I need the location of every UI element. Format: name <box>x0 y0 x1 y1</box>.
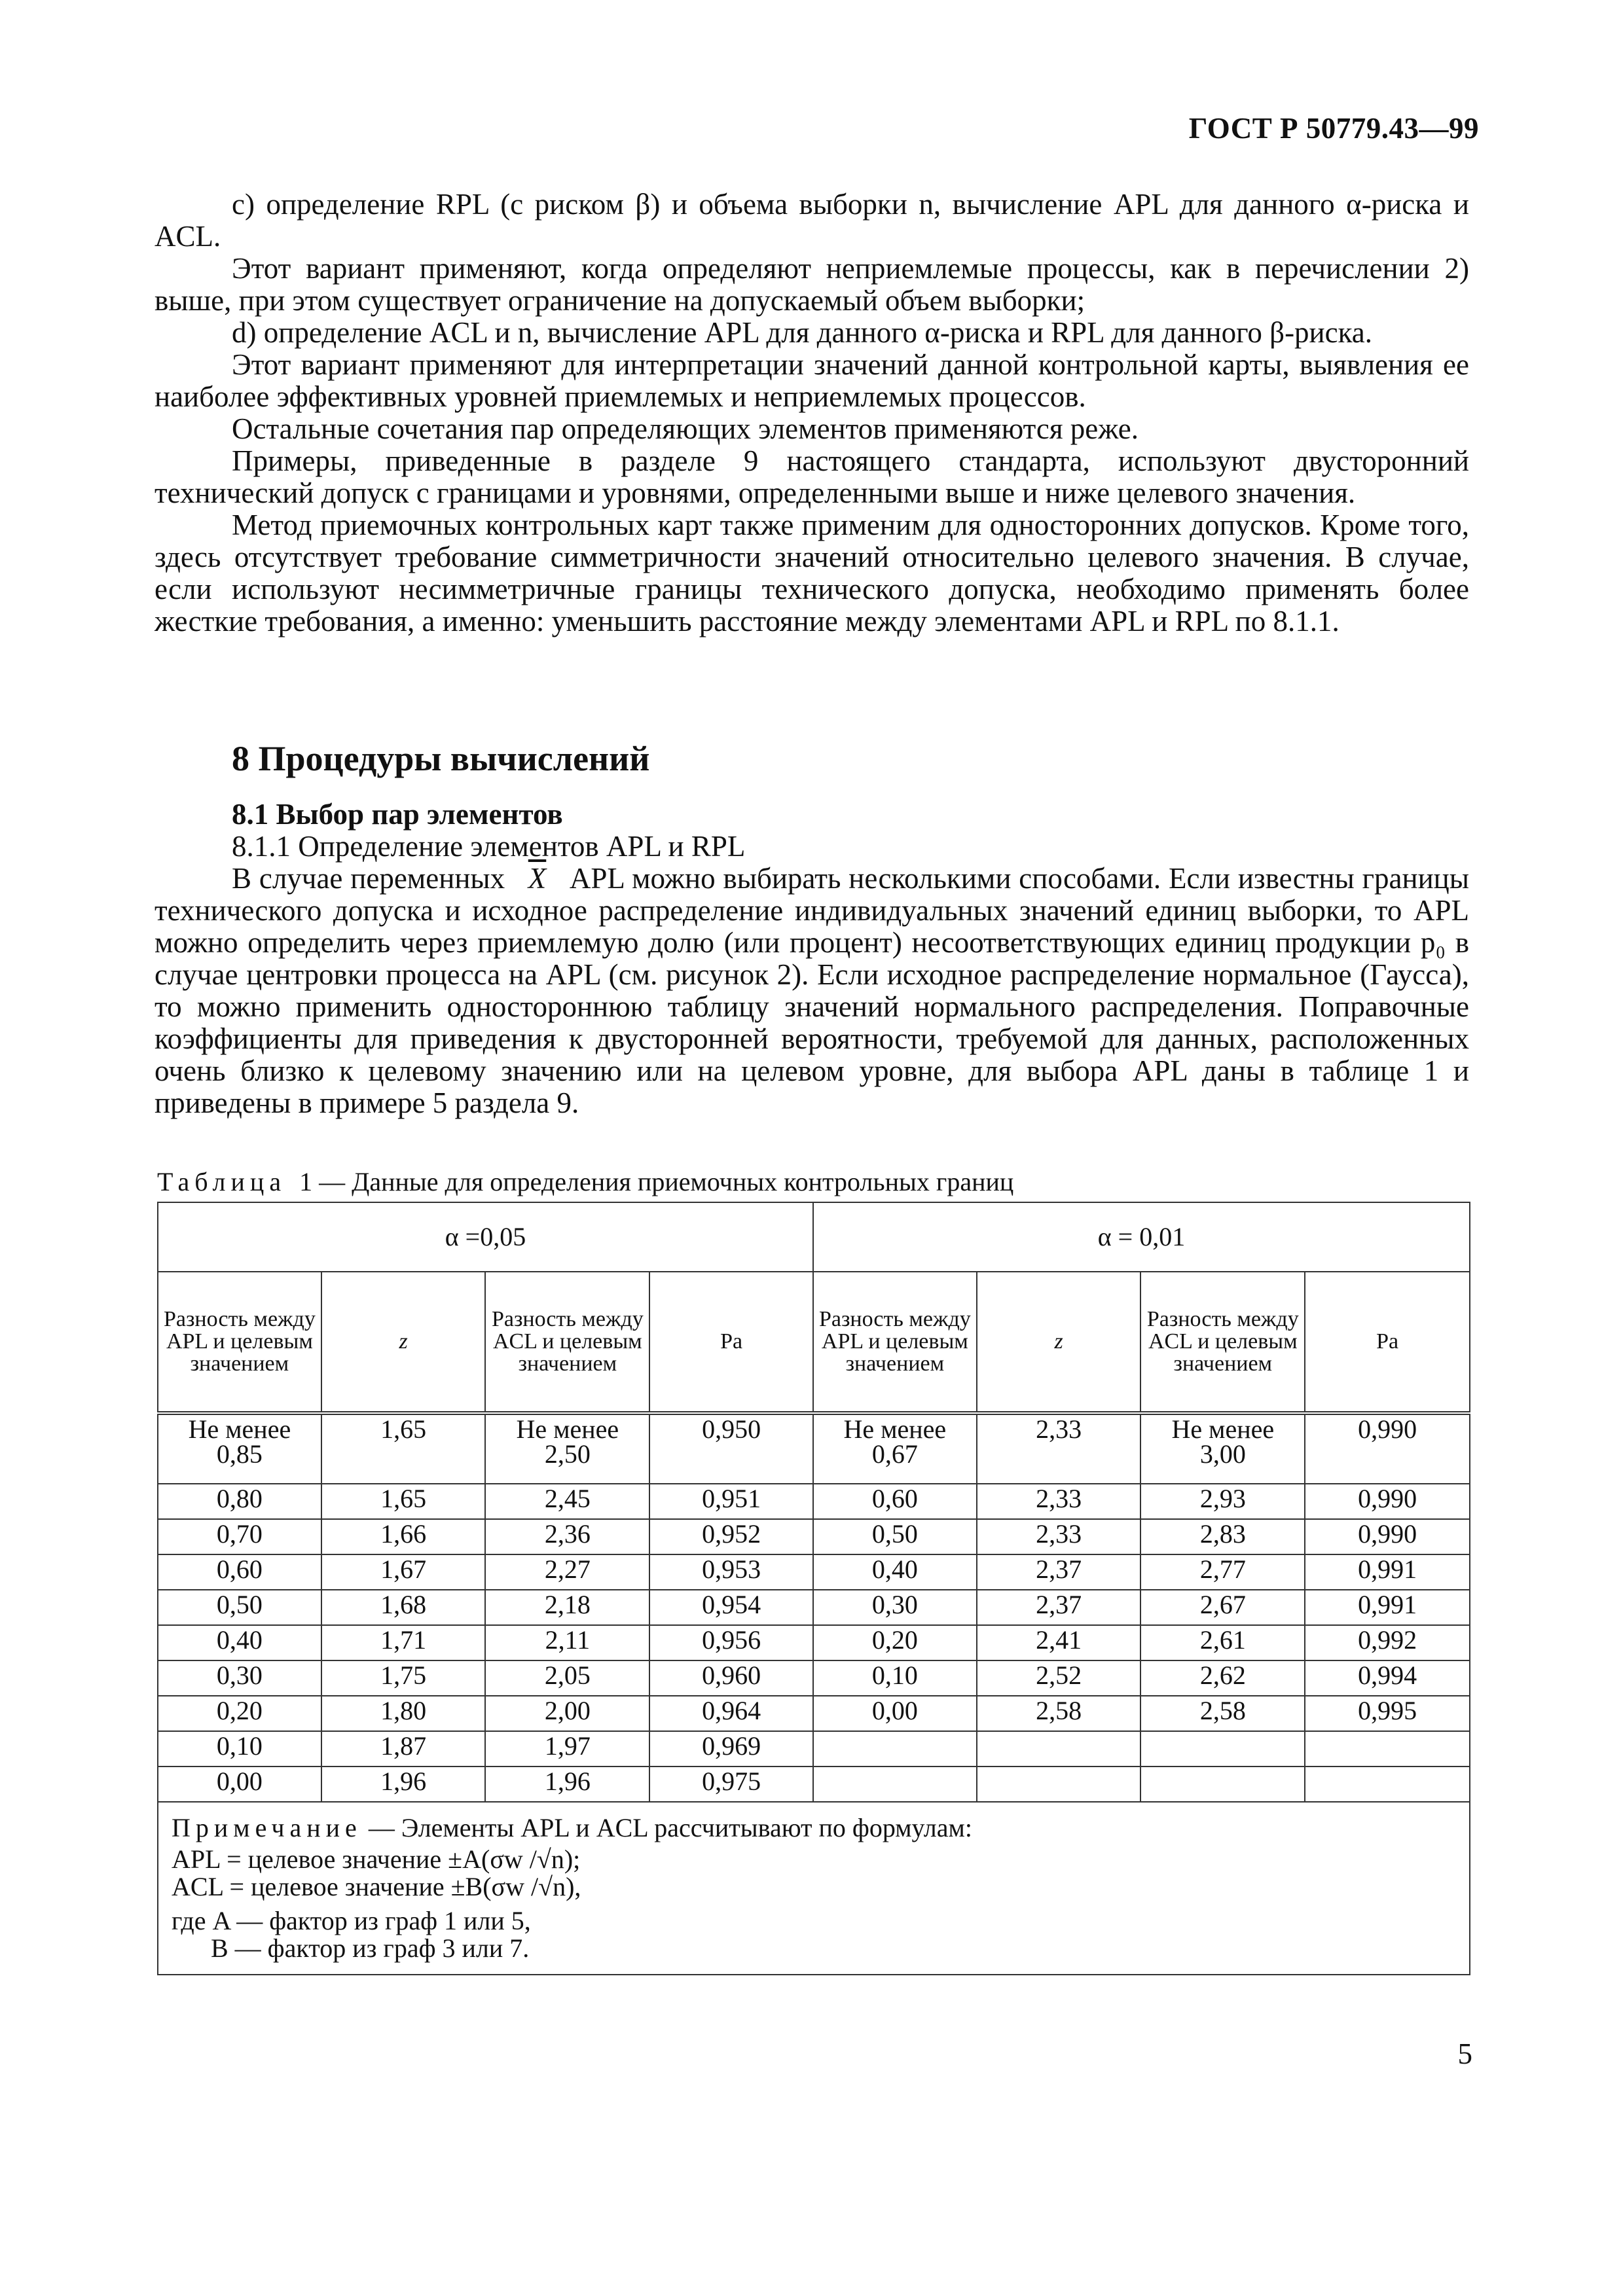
paragraph: Этот вариант применяют, когда определяют неприемлемые процессы, как в перечислении 2) выше, при этом существует ограничение на допускаемый объем выборки; <box>155 252 1469 317</box>
table-row <box>158 1413 1470 1484</box>
table-cell: 2,00 <box>485 1696 649 1731</box>
column-header: Разность между APL и целевым значением <box>813 1272 977 1413</box>
paragraph <box>155 863 1469 1119</box>
table-cell: 1,96 <box>485 1767 649 1802</box>
table-caption-text: 1 — Данные для определения приемочных контрольных границ <box>299 1167 1014 1196</box>
column-header: Pa <box>649 1272 813 1413</box>
table-cell <box>1140 1767 1305 1802</box>
column-header: Pa <box>1305 1272 1470 1413</box>
table-cell: 0,50 <box>813 1519 977 1554</box>
intro-text <box>155 188 1469 637</box>
column-header: Разность между APL и целевым значением <box>158 1272 321 1413</box>
table-cell: 1,68 <box>321 1590 486 1625</box>
table-cell: 2,37 <box>977 1590 1141 1625</box>
note-where-a: где A — фактор из граф 1 или 5, <box>172 1906 531 1935</box>
table-cell <box>1305 1731 1470 1767</box>
table-cell: 1,75 <box>321 1660 486 1696</box>
table-cell <box>1140 1731 1305 1767</box>
table-cell: 2,58 <box>977 1696 1141 1731</box>
section-title: 8 Процедуры вычислений <box>232 739 650 778</box>
table-cell: 2,18 <box>485 1590 649 1625</box>
table-cell: 1,65 <box>321 1484 486 1519</box>
column-header-label: z <box>399 1329 408 1354</box>
table-cell: 2,52 <box>977 1660 1141 1696</box>
table-caption-label: Таблица <box>157 1167 287 1196</box>
paragraph: Метод приемочных контрольных карт также применим для односторонних допусков. Кроме того, здесь отсутствует требование симметричности значений относительно целевого значения. В случае, если используют несимметричные границы технического допуска, необходимо применять более жесткие требования, а именно: уменьшить расстояние между элементами APL и RPL по 8.1.1. <box>155 509 1469 637</box>
table-cell: 2,33 <box>977 1519 1141 1554</box>
table-cell: 0,953 <box>649 1554 813 1590</box>
table-row <box>158 1590 1470 1625</box>
table-cell: 0,40 <box>158 1625 321 1660</box>
page-number: 5 <box>1457 2037 1472 2070</box>
column-header <box>321 1272 486 1413</box>
table-cell: 0,80 <box>158 1484 321 1519</box>
table-cell: 1,66 <box>321 1519 486 1554</box>
table-row <box>158 1660 1470 1696</box>
note-intro-line <box>172 1814 1456 1842</box>
table-cell: 0,990 <box>1305 1413 1470 1484</box>
column-header <box>977 1272 1141 1413</box>
data-table <box>157 1202 1470 1975</box>
table-cell: 1,87 <box>321 1731 486 1767</box>
table-cell: 0,20 <box>158 1696 321 1731</box>
paragraph: Остальные сочетания пар определяющих элементов применяются реже. <box>232 412 1139 445</box>
table-cell: 0,951 <box>649 1484 813 1519</box>
table-row <box>158 1519 1470 1554</box>
table-cell: 0,994 <box>1305 1660 1470 1696</box>
table-cell <box>813 1731 977 1767</box>
table-cell: 2,93 <box>1140 1484 1305 1519</box>
formula-acl: ACL = целевое значение ±B(σw /√n), <box>172 1872 581 1901</box>
table-cell: 1,65 <box>321 1413 486 1484</box>
table-cell <box>977 1767 1141 1802</box>
alpha-left-header: α =0,05 <box>158 1202 813 1272</box>
alpha-right-header: α = 0,01 <box>813 1202 1470 1272</box>
table-cell: 0,00 <box>158 1767 321 1802</box>
table-cell: 2,77 <box>1140 1554 1305 1590</box>
table-cell: 2,11 <box>485 1625 649 1660</box>
table-cell: 1,97 <box>485 1731 649 1767</box>
table-cell: 0,50 <box>158 1590 321 1625</box>
table-cell: 0,960 <box>649 1660 813 1696</box>
table-cell: 0,992 <box>1305 1625 1470 1660</box>
table-cell: 2,83 <box>1140 1519 1305 1554</box>
table-cell: 2,36 <box>485 1519 649 1554</box>
table-cell: 0,10 <box>158 1731 321 1767</box>
table-cell: 0,991 <box>1305 1590 1470 1625</box>
paragraph: Этот вариант применяют для интерпретации значений данной контрольной карты, выявления ее наиболее эффективных уровней приемлемых и неприемлемых процессов. <box>155 348 1469 413</box>
table-cell: 1,96 <box>321 1767 486 1802</box>
table-caption <box>157 1166 1013 1197</box>
table-note <box>158 1802 1470 1975</box>
body-start: В случае переменных <box>232 862 505 895</box>
table-cell: 0,964 <box>649 1696 813 1731</box>
table-cell: 1,71 <box>321 1625 486 1660</box>
table-cell: 0,10 <box>813 1660 977 1696</box>
subsection-title: 8.1 Выбор пар элементов <box>232 798 563 831</box>
table-cell: 0,20 <box>813 1625 977 1660</box>
table-cell <box>977 1731 1141 1767</box>
table-cell: 2,37 <box>977 1554 1141 1590</box>
subsubsection-title: 8.1.1 Определение элементов APL и RPL <box>232 830 746 863</box>
table-cell: 2,05 <box>485 1660 649 1696</box>
table-cell: 2,41 <box>977 1625 1141 1660</box>
table-cell: 2,67 <box>1140 1590 1305 1625</box>
table-row <box>158 1767 1470 1802</box>
table-cell: 0,975 <box>649 1767 813 1802</box>
column-header: Разность между ACL и целевым значением <box>1140 1272 1305 1413</box>
body-rest: APL можно выбирать несколькими способами. Если известны границы технического допуска и исходное распределение индивидуальных значений единиц выборки, то APL можно определить через приемлемую долю (или процент) несоответствующих единиц продукции p₀ в случае центровки процесса на APL (см. рисунок 2). Если исходное распределение нормальное (Гаусса), то можно применить одностороннюю таблицу значений нормального распределения. Поправочные коэффициенты для приведения к двусторонней вероятности, требуемой для данных, расположенных очень близко к целевому значению или на целевом уровне, для выбора APL даны в таблице 1 и приведены в примере 5 раздела 9. <box>155 862 1470 1119</box>
table-cell: 0,952 <box>649 1519 813 1554</box>
table-cell: Не менее 0,67 <box>813 1413 977 1484</box>
table-cell: 0,30 <box>813 1590 977 1625</box>
table-note-row <box>158 1802 1470 1975</box>
column-header-row <box>158 1272 1470 1413</box>
table-cell: 1,67 <box>321 1554 486 1590</box>
table-cell: 0,991 <box>1305 1554 1470 1590</box>
table-cell: 0,969 <box>649 1731 813 1767</box>
table-cell: Не менее 0,85 <box>158 1413 321 1484</box>
note-where-b: B — фактор из граф 3 или 7. <box>211 1933 530 1963</box>
table-cell: 2,58 <box>1140 1696 1305 1731</box>
table-cell: 0,956 <box>649 1625 813 1660</box>
column-header: Разность между ACL и целевым значением <box>485 1272 649 1413</box>
table-cell: 0,995 <box>1305 1696 1470 1731</box>
table-cell: 2,62 <box>1140 1660 1305 1696</box>
table-cell: 2,33 <box>977 1413 1141 1484</box>
column-header-label: z <box>1054 1329 1063 1354</box>
table-cell: 2,45 <box>485 1484 649 1519</box>
paragraph: d) определение ACL и n, вычисление APL для данного α-риска и RPL для данного β-риска. <box>232 316 1373 349</box>
table-cell <box>813 1767 977 1802</box>
paragraph: c) определение RPL (с риском β) и объема выборки n, вычисление APL для данного α-риска и ACL. <box>155 188 1469 253</box>
table-cell: 0,40 <box>813 1554 977 1590</box>
table-cell: Не менее 2,50 <box>485 1413 649 1484</box>
table-cell: 2,33 <box>977 1484 1141 1519</box>
formula-apl: APL = целевое значение ±A(σw /√n); <box>172 1844 581 1874</box>
table-cell: Не менее 3,00 <box>1140 1413 1305 1484</box>
table-cell <box>1305 1767 1470 1802</box>
table-cell: 0,30 <box>158 1660 321 1696</box>
table-cell: 0,990 <box>1305 1519 1470 1554</box>
table-cell: 0,954 <box>649 1590 813 1625</box>
table-row <box>158 1696 1470 1731</box>
table-cell: 2,27 <box>485 1554 649 1590</box>
alpha-header-row <box>158 1202 1470 1272</box>
table-row <box>158 1731 1470 1767</box>
note-label: Примечание <box>172 1813 362 1842</box>
table-cell: 0,990 <box>1305 1484 1470 1519</box>
table-row <box>158 1554 1470 1590</box>
section-body <box>155 798 1469 1119</box>
table-cell: 0,60 <box>158 1554 321 1590</box>
table-cell: 0,60 <box>813 1484 977 1519</box>
table-row <box>158 1484 1470 1519</box>
table-cell: 0,70 <box>158 1519 321 1554</box>
table-cell: 1,80 <box>321 1696 486 1731</box>
table-cell: 0,00 <box>813 1696 977 1731</box>
x-bar-symbol: $\overline{X}$ <box>528 862 547 895</box>
paragraph: Примеры, приведенные в разделе 9 настоящего стандарта, используют двусторонний технический допуск с границами и уровнями, определенными выше и ниже целевого значения. <box>155 444 1469 509</box>
table-cell: 0,950 <box>649 1413 813 1484</box>
table-row <box>158 1625 1470 1660</box>
note-intro: — Элементы APL и ACL рассчитывают по формулам: <box>368 1813 972 1842</box>
document-header: ГОСТ Р 50779.43—99 <box>1188 112 1479 145</box>
table-cell: 2,61 <box>1140 1625 1305 1660</box>
